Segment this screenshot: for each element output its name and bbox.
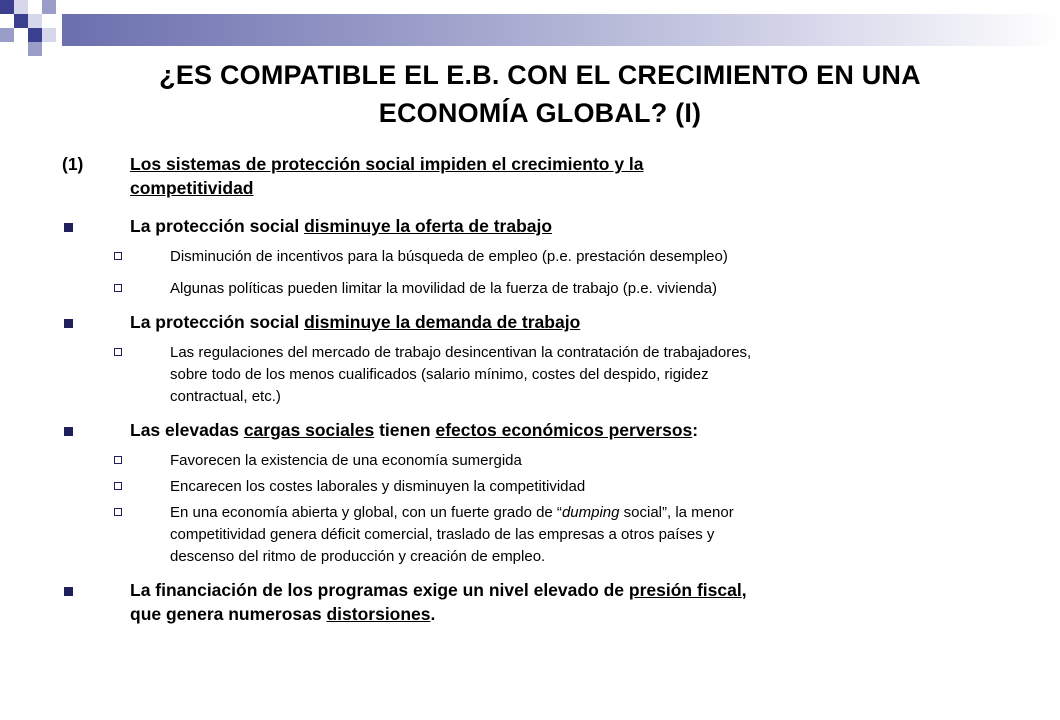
sub-bullet-text: descenso del ritmo de producción y creación de empleo. [170, 548, 546, 565]
point-text: La financiación de los programas exige un nivel elevado de [130, 580, 629, 600]
sub-bullet-text: Encarecen los costes laborales y disminuyen la competitividad [170, 478, 586, 495]
deco-square [28, 14, 42, 28]
numbered-heading [58, 152, 1018, 200]
deco-square [42, 0, 56, 14]
bullet-point [58, 310, 1018, 334]
point-text: , [741, 580, 747, 600]
square-bullet-icon [64, 319, 73, 328]
slide-title [60, 56, 1020, 132]
sub-bullet-text: social”, la menor [619, 504, 734, 521]
point-text-underlined: efectos económicos perversos [435, 420, 693, 440]
deco-square [0, 0, 14, 14]
hollow-square-bullet-icon [114, 456, 122, 464]
sub-bullet-text: contractual, etc.) [170, 388, 281, 405]
sub-bullet [58, 278, 1018, 300]
bullet-point [58, 214, 1018, 238]
hollow-square-bullet-icon [114, 482, 122, 490]
header-gradient-bar [62, 14, 1060, 46]
sub-bullet [58, 476, 1018, 498]
sub-bullet [58, 450, 1018, 472]
point-text-underlined: distorsiones [326, 604, 431, 624]
sub-bullet [58, 342, 1018, 408]
point-text: : [692, 420, 699, 440]
hollow-square-bullet-icon [114, 284, 122, 292]
sub-bullet-text: competitividad genera déficit comercial, traslado de las empresas a otros países y [170, 526, 715, 543]
hollow-square-bullet-icon [114, 252, 122, 260]
point-text-underlined: presión fiscal [628, 580, 742, 600]
sub-bullet-text: Disminución de incentivos para la búsqueda de empleo (p.e. prestación desempleo) [170, 248, 728, 265]
hollow-square-bullet-icon [114, 508, 122, 516]
deco-square [14, 14, 28, 28]
point-text: Las elevadas [130, 420, 244, 440]
point-text-underlined: disminuye la demanda de trabajo [304, 312, 581, 332]
sub-bullet-text: sobre todo de los menos cualificados (salario mínimo, costes del despido, rigidez [170, 366, 709, 383]
bullet-point [58, 578, 1018, 626]
point-text: . [430, 604, 436, 624]
deco-square [28, 42, 42, 56]
list-number: (1) [62, 154, 84, 174]
point-text: La protección social [130, 216, 305, 236]
point-text: La protección social [130, 312, 305, 332]
header-decoration [0, 0, 1060, 60]
point-text-underlined: cargas sociales [243, 420, 375, 440]
heading-text: competitividad [130, 178, 254, 198]
sub-bullet [58, 502, 1018, 568]
hollow-square-bullet-icon [114, 348, 122, 356]
deco-square [14, 0, 28, 14]
point-text-underlined: disminuye la oferta de trabajo [304, 216, 553, 236]
heading-text: Los sistemas de protección social impiden el crecimiento y la [130, 154, 644, 174]
title-line: ¿ES COMPATIBLE EL E.B. CON EL CRECIMIENTO EN UNA [159, 60, 921, 90]
sub-bullet [58, 246, 1018, 268]
square-bullet-icon [64, 427, 73, 436]
square-bullet-icon [64, 223, 73, 232]
deco-square [28, 28, 42, 42]
sub-bullet-text: En una economía abierta y global, con un fuerte grado de “ [170, 504, 562, 521]
sub-bullet-text: Algunas políticas pueden limitar la movilidad de la fuerza de trabajo (p.e. vivienda) [170, 280, 717, 297]
deco-square [42, 28, 56, 42]
sub-bullet-text-italic: dumping [561, 504, 620, 521]
bullet-point [58, 418, 1018, 442]
point-text: que genera numerosas [130, 604, 327, 624]
point-text: tienen [374, 420, 436, 440]
sub-bullet-text: Favorecen la existencia de una economía sumergida [170, 452, 522, 469]
deco-square [0, 28, 14, 42]
sub-bullet-text: Las regulaciones del mercado de trabajo desincentivan la contratación de trabajadores, [170, 344, 752, 361]
title-line: ECONOMÍA GLOBAL? (I) [378, 98, 702, 128]
square-bullet-icon [64, 587, 73, 596]
slide-content [58, 152, 1018, 626]
